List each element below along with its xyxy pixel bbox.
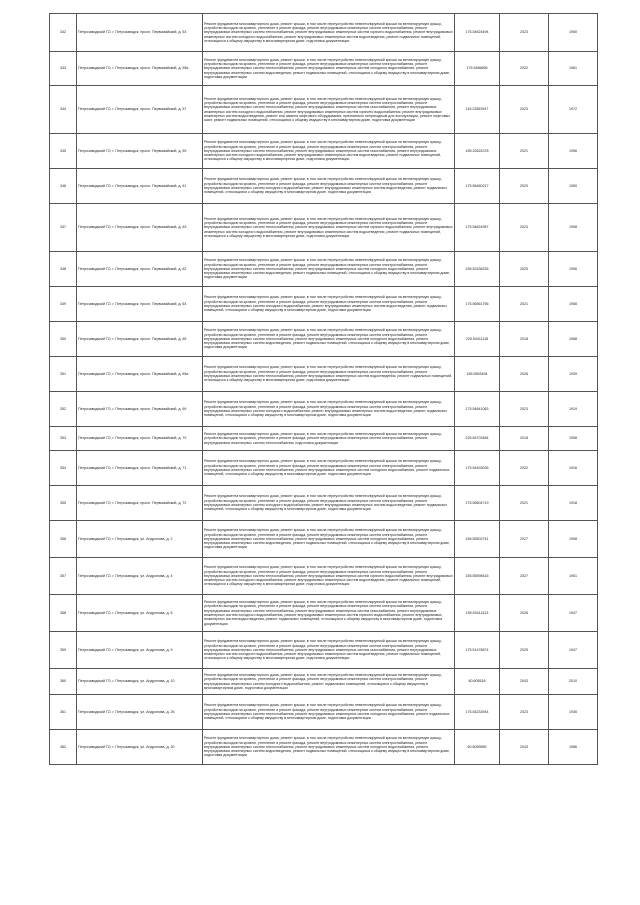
row-works-list: Ремонт фундамента многоквартирного дома, ремонт крыши, в том числе переустройство невентилируемой крыши на вентилируемую крышу, устройство выходов на кровлю, утепление и ремонт фасада, ремонт внутридомовых инженерных систем электроснабжения, ремонт внутридомовых инженерных систем теплоснабжения, ремонт внутридомовых инженерных систем газоснабжения, ремонт внутридомовых инженерных систем холодного водоснабжения, ремонт внутридомовых инженерных систем горячего водоснабжения, ремонт внутридомовых инженерных систем водоотведения, ремонт подвальных помещений, относящихся к общему имуществу в многоквартирном доме, подготовка документации [203, 595, 455, 632]
row-works-list: Ремонт фундамента многоквартирного дома, ремонт крыши, в том числе переустройство невентилируемой крыши на вентилируемую крышу, устройство выходов на кровлю, утепление и ремонт фасада, ремонт внутридомовых инженерных систем электроснабжения, ремонт внутридомовых инженерных систем теплоснабжения, ремонт внутридомовых инженерных систем холодного водоснабжения, ремонт внутридомовых инженерных систем водоотведения, ремонт подвальных помещений, относящихся к общему имуществу в многоквартирном доме, подготовка документации [203, 730, 455, 765]
row-works-list: Ремонт фундамента многоквартирного дома, ремонт крыши, в том числе переустройство невентилируемой крыши на вентилируемую крышу, устройство выходов на кровлю, утепление и ремонт фасада, ремонт внутридомовых инженерных систем электроснабжения, ремонт внутридомовых инженерных систем теплоснабжения, ремонт внутридомовых инженерных систем водоотведения, ремонт подвальных помещений, относящихся к общему имуществу в многоквартирном доме, подготовка документации [203, 357, 455, 392]
row-build-year: 1956 [549, 252, 598, 287]
row-number: 342 [50, 14, 77, 52]
row-planned-year: 2020 [500, 169, 549, 204]
row-planned-year: 2025 [500, 252, 549, 287]
row-value: 155.5553494 [455, 357, 500, 392]
table-row [50, 558, 598, 595]
row-planned-year: 2026 [500, 357, 549, 392]
row-value: 115.22563947 [455, 86, 500, 134]
row-planned-year: 2018 [500, 322, 549, 357]
row-works-list: Ремонт фундамента многоквартирного дома, ремонт крыши, в том числе переустройство невентилируемой крыши на вентилируемую крышу, устройство выходов на кровлю, утепление и ремонт фасада, ремонт внутридомовых инженерных систем электроснабжения, ремонт внутридомовых инженерных систем теплоснабжения, ремонт внутридомовых инженерных систем холодного водоснабжения, ремонт внутридомовых инженерных систем водоотведения, ремонт подвальных помещений, относящихся к общему имуществу в многоквартирном доме, подготовка документации [203, 252, 455, 287]
row-build-year: 2010 [549, 669, 598, 695]
row-number: 343 [50, 52, 77, 86]
row-build-year: 1918 [549, 486, 598, 521]
row-planned-year: 2043 [500, 669, 549, 695]
row-number: 362 [50, 730, 77, 765]
register-table-body [50, 14, 598, 765]
table-row [50, 204, 598, 252]
row-number: 346 [50, 169, 77, 204]
row-number: 344 [50, 86, 77, 134]
row-works-list: Ремонт фундамента многоквартирного дома, ремонт крыши, в том числе переустройство невентилируемой крыши на вентилируемую крышу, устройство выходов на кровлю, утепление и ремонт фасада, ремонт внутридомовых инженерных систем электроснабжения, ремонт внутридомовых инженерных систем теплоснабжения, ремонт внутридомовых инженерных систем холодного водоснабжения, ремонт внутридомовых инженерных систем водоотведения, ремонт подвальных помещений, относящихся к общему имуществу в многоквартирном доме, подготовка документации [203, 52, 455, 86]
row-works-list: Ремонт фундамента многоквартирного дома, ремонт крыши, в том числе переустройство невентилируемой крыши на вентилируемую крышу, устройство выходов на кровлю, утепление и ремонт фасада, ремонт внутридомовых инженерных систем электроснабжения, ремонт внутридомовых инженерных систем теплоснабжения, ремонт внутридомовых инженерных систем холодного водоснабжения, ремонт подвальных помещений, относящихся к общему имуществу в многоквартирном доме, подготовка документации [203, 695, 455, 730]
table-row [50, 86, 598, 134]
row-number: 348 [50, 252, 77, 287]
row-address: Петрозаводский ГО, г. Петрозаводск, просп. Первомайский, д. 65 [77, 322, 203, 357]
row-value: 175.54624987 [455, 204, 500, 252]
table-row [50, 595, 598, 632]
row-address: Петрозаводский ГО, г. Петрозаводск, ул. Андропова, д. 30 [77, 730, 203, 765]
row-planned-year: 2018 [500, 427, 549, 451]
row-value: 155.53414113 [455, 595, 500, 632]
row-build-year: 1951 [549, 558, 598, 595]
row-value: 175.51476874 [455, 632, 500, 669]
row-planned-year: 2043 [500, 730, 549, 765]
row-planned-year: 2027 [500, 521, 549, 558]
table-row [50, 669, 598, 695]
row-address: Петрозаводский ГО, г. Петрозаводск, просп. Первомайский, д. 70 [77, 427, 203, 451]
row-value: 155.52436335 [455, 252, 500, 287]
row-value: 60.605518 [455, 669, 500, 695]
row-build-year: 1936 [549, 695, 598, 730]
row-build-year: 1916 [549, 451, 598, 486]
row-works-list: Ремонт фундамента многоквартирного дома, ремонт крыши, в том числе переустройство невентилируемой крыши на вентилируемую крышу, устройство выходов на кровлю, утепление и ремонт фасада, ремонт внутридомовых инженерных систем электроснабжения, ремонт внутридомовых инженерных систем холодного водоснабжения, ремонт внутридомовых инженерных систем водоотведения, ремонт подвальных помещений, относящихся к общему имуществу в многоквартирном доме, подготовка документации [203, 287, 455, 322]
row-works-list: Ремонт фундамента многоквартирного дома, ремонт крыши, в том числе переустройство невентилируемой крыши на вентилируемую крышу, устройство выходов на кровлю, утепление и ремонт фасада, ремонт внутридомовых инженерных систем электроснабжения, ремонт внутридомовых инженерных систем теплоснабжения, ремонт внутридомовых инженерных систем холодного водоснабжения, ремонт подвальных помещений, относящихся к общему имуществу в многоквартирном доме, подготовка документации [203, 451, 455, 486]
row-build-year: 1958 [549, 427, 598, 451]
row-number: 351 [50, 357, 77, 392]
row-works-list: Ремонт фундамента многоквартирного дома, ремонт крыши, в том числе переустройство невентилируемой крыши на вентилируемую крышу, устройство выходов на кровлю, утепление и ремонт фасада, ремонт внутридомовых инженерных систем электроснабжения, ремонт внутридомовых инженерных систем теплоснабжения, ремонт внутридомовых инженерных систем газоснабжения, ремонт внутридомовых инженерных систем холодного водоснабжения, ремонт внутридомовых инженерных систем водоотведения, ремонт подвальных помещений, относящихся к общему имуществу в многоквартирном доме, подготовка документации [203, 134, 455, 169]
row-value: 175.56460217 [455, 169, 500, 204]
row-works-list: Ремонт фундамента многоквартирного дома, ремонт крыши, в том числе переустройство невентилируемой крыши на вентилируемую крышу, устройство выходов на кровлю, утепление и ремонт фасада, ремонт внутридомовых инженерных систем электроснабжения, ремонт внутридомовых инженерных систем теплоснабжения, ремонт внутридомовых инженерных систем горячего водоснабжения, ремонт внутридомовых инженерных систем холодного водоснабжения, ремонт внутридомовых инженерных систем водоотведения, ремонт подвальных помещений, относящихся к общему имуществу в многоквартирном доме, подготовка документации [203, 558, 455, 595]
row-address: Петрозаводский ГО, г. Петрозаводск, ул. Андропова, д. 6 [77, 595, 203, 632]
row-build-year: 1950 [549, 169, 598, 204]
row-number: 361 [50, 695, 77, 730]
row-planned-year: 2021 [500, 486, 549, 521]
row-build-year: 1950 [549, 14, 598, 52]
row-number: 358 [50, 595, 77, 632]
row-build-year: 1958 [549, 521, 598, 558]
row-build-year: 1986 [549, 730, 598, 765]
row-works-list: Ремонт фундамента многоквартирного дома, ремонт крыши, в том числе переустройство невентилируемой крыши на вентилируемую крышу, устройство выходов на кровлю, утепление и ремонт фасада, ремонт внутридомовых инженерных систем электроснабжения, ремонт внутридомовых инженерных систем холодного водоснабжения, ремонт внутридомовых инженерных систем водоотведения, ремонт подвальных помещений, относящихся к общему имуществу в многоквартирном доме, подготовка документации [203, 392, 455, 427]
row-number: 347 [50, 204, 77, 252]
table-row [50, 52, 598, 86]
table-row [50, 322, 598, 357]
row-value: 155.22624378 [455, 134, 500, 169]
row-build-year: 1972 [549, 86, 598, 134]
row-address: Петрозаводский ГО, г. Петрозаводск, просп. Первомайский, д. 69 [77, 392, 203, 427]
row-address: Петрозаводский ГО, г. Петрозаводск, просп. Первомайский, д. 62 [77, 252, 203, 287]
row-works-list: Ремонт фундамента многоквартирного дома, ремонт крыши, в том числе переустройство невентилируемой крыши на вентилируемую крышу, устройство выходов на кровлю, утепление и ремонт фасада, ремонт внутридомовых инженерных систем электроснабжения, ремонт внутридомовых инженерных систем теплоснабжения, ремонт внутридомовых инженерных систем холодного водоснабжения, ремонт внутридомовых инженерных систем водоотведения, ремонт подвальных помещений, относящихся к общему имуществу в многоквартирном доме, подготовка документации [203, 521, 455, 558]
table-row [50, 392, 598, 427]
row-value: 175.56561756 [455, 287, 500, 322]
row-value: 175.54624494 [455, 14, 500, 52]
row-build-year: 1947 [549, 595, 598, 632]
row-number: 352 [50, 392, 77, 427]
row-build-year: 1919 [549, 392, 598, 427]
table-row [50, 427, 598, 451]
row-works-list: Ремонт фундамента многоквартирного дома, ремонт крыши, в том числе переустройство невентилируемой крыши на вентилируемую крышу, устройство выходов на кровлю, утепление и ремонт фасада, ремонт внутридомовых инженерных систем электроснабжения, ремонт внутридомовых инженерных систем теплоснабжения, ремонт внутридомовых инженерных систем газоснабжения, ремонт внутридомовых инженерных систем холодного водоснабжения, ремонт внутридомовых инженерных систем водоотведения, ремонт подвальных помещений, относящихся к общему имуществу в многоквартирном доме, подготовка документации [203, 632, 455, 669]
row-number: 360 [50, 669, 77, 695]
row-address: Петрозаводский ГО, г. Петрозаводск, просп. Первомайский, д. 71 [77, 451, 203, 486]
row-number: 349 [50, 287, 77, 322]
row-address: Петрозаводский ГО, г. Петрозаводск, просп. Первомайский, д. 65а [77, 357, 203, 392]
row-address: Петрозаводский ГО, г. Петрозаводск, просп. Первомайский, д. 72 [77, 486, 203, 521]
row-number: 354 [50, 451, 77, 486]
row-planned-year: 2023 [500, 14, 549, 52]
capital-repair-register-table [49, 13, 598, 765]
table-row [50, 632, 598, 669]
row-value: 60.6059589 [455, 730, 500, 765]
row-build-year: 1961 [549, 52, 598, 86]
row-value: 175.54641063 [455, 392, 500, 427]
row-works-list: Ремонт фундамента многоквартирного дома, ремонт крыши, в том числе переустройство невентилируемой крыши на вентилируемую крышу, устройство выходов на кровлю, утепление и ремонт фасада, ремонт внутридомовых инженерных систем электроснабжения, ремонт внутридомовых инженерных систем теплоснабжения, ремонт внутридомовых инженерных систем горячего водоснабжения, ремонт внутридомовых инженерных систем холодного водоснабжения, ремонт внутридомовых инженерных систем водоотведения, ремонт подвальных помещений, относящихся к общему имуществу в многоквартирном доме, подготовка документации [203, 204, 455, 252]
row-number: 357 [50, 558, 77, 595]
table-row [50, 695, 598, 730]
row-works-list: Ремонт фундамента многоквартирного дома, ремонт крыши, в том числе переустройство невентилируемой крыши на вентилируемую крышу, устройство выходов на кровлю, утепление и ремонт фасада, ремонт внутридомовых инженерных систем электроснабжения, ремонт внутридомовых инженерных систем теплоснабжения, подготовка документации [203, 427, 455, 451]
row-planned-year: 2022 [500, 451, 549, 486]
row-planned-year: 2027 [500, 558, 549, 595]
row-number: 356 [50, 521, 77, 558]
row-works-list: Ремонт фундамента многоквартирного дома, ремонт крыши, в том числе переустройство невентилируемой крыши на вентилируемую крышу, устройство выходов на кровлю, утепление и ремонт фасада, ремонт внутридомовых инженерных систем электроснабжения, ремонт внутридомовых инженерных систем холодного водоснабжения, ремонт внутридомовых инженерных систем водоотведения, ремонт подвальных помещений, относящихся к общему имуществу в многоквартирном доме, подготовка документации [203, 486, 455, 521]
row-planned-year: 2025 [500, 632, 549, 669]
row-number: 350 [50, 322, 77, 357]
row-build-year: 1968 [549, 322, 598, 357]
row-value: 225.54411118 [455, 322, 500, 357]
row-works-list: Ремонт фундамента многоквартирного дома, ремонт крыши, в том числе переустройство невентилируемой крыши на вентилируемую крышу, устройство выходов на кровлю, утепление и ремонт фасада, ремонт внутридомовых инженерных систем электроснабжения, ремонт внутридомовых инженерных систем теплоснабжения, ремонт внутридомовых инженерных систем холодного водоснабжения, ремонт внутридомовых инженерных систем водоотведения, ремонт подвальных помещений, относящихся к общему имуществу в многоквартирном доме, подготовка документации [203, 322, 455, 357]
table-row [50, 521, 598, 558]
row-build-year: 1947 [549, 632, 598, 669]
row-planned-year: 2023 [500, 86, 549, 134]
row-number: 355 [50, 486, 77, 521]
table-row [50, 14, 598, 52]
table-row [50, 486, 598, 521]
row-value: 155.55502741 [455, 521, 500, 558]
row-build-year: 1958 [549, 204, 598, 252]
row-address: Петрозаводский ГО, г. Петрозаводск, просп. Первомайский, д. 57 [77, 86, 203, 134]
row-planned-year: 2022 [500, 52, 549, 86]
row-number: 345 [50, 134, 77, 169]
table-row [50, 357, 598, 392]
row-number: 359 [50, 632, 77, 669]
row-value: 225.54703484 [455, 427, 500, 451]
row-address: Петрозаводский ГО, г. Петрозаводск, просп. Первомайский, д. 64 [77, 287, 203, 322]
table-row [50, 134, 598, 169]
table-row [50, 252, 598, 287]
row-works-list: Ремонт фундамента многоквартирного дома, ремонт крыши, в том числе переустройство невентилируемой крыши на вентилируемую крышу, устройство выходов на кровлю, утепление и ремонт фасада, ремонт внутридомовых инженерных систем электроснабжения, ремонт внутридомовых инженерных систем холодного водоснабжения, ремонт внутридомовых инженерных систем водоотведения, ремонт подвальных помещений, относящихся к общему имуществу в многоквартирном доме, подготовка документации [203, 169, 455, 204]
row-address: Петрозаводский ГО, г. Петрозаводск, ул. Андропова, д. 26 [77, 695, 203, 730]
row-value: 155.55598416 [455, 558, 500, 595]
row-value: 175.54233944 [455, 695, 500, 730]
row-address: Петрозаводский ГО, г. Петрозаводск, просп. Первомайский, д. 59 [77, 134, 203, 169]
row-value: 175.55604719 [455, 486, 500, 521]
row-planned-year: 2023 [500, 695, 549, 730]
row-address: Петрозаводский ГО, г. Петрозаводск, ул. Андропова, д. 10 [77, 669, 203, 695]
row-address: Петрозаводский ГО, г. Петрозаводск, просп. Первомайский, д. 53 [77, 14, 203, 52]
row-planned-year: 2021 [500, 287, 549, 322]
row-address: Петрозаводский ГО, г. Петрозаводск, просп. Первомайский, д. 55а [77, 52, 203, 86]
row-planned-year: 2021 [500, 134, 549, 169]
row-address: Петрозаводский ГО, г. Петрозаводск, ул. Андропова, д. 4 [77, 558, 203, 595]
row-address: Петрозаводский ГО, г. Петрозаводск, ул. Андропова, д. 2 [77, 521, 203, 558]
table-row [50, 730, 598, 765]
row-planned-year: 2023 [500, 204, 549, 252]
row-planned-year: 2026 [500, 595, 549, 632]
row-address: Петрозаводский ГО, г. Петрозаводск, просп. Первомайский, д. 61 [77, 169, 203, 204]
row-build-year: 1956 [549, 134, 598, 169]
table-row [50, 451, 598, 486]
table-row [50, 169, 598, 204]
row-planned-year: 2023 [500, 392, 549, 427]
row-build-year: 1939 [549, 357, 598, 392]
row-number: 353 [50, 427, 77, 451]
row-value: 175.54493035 [455, 451, 500, 486]
row-address: Петрозаводский ГО, г. Петрозаводск, ул. Андропова, д. 9 [77, 632, 203, 669]
row-address: Петрозаводский ГО, г. Петрозаводск, просп. Первомайский, д. 63 [77, 204, 203, 252]
table-row [50, 287, 598, 322]
row-works-list: Ремонт фундамента многоквартирного дома, ремонт крыши, в том числе переустройство невентилируемой крыши на вентилируемую крышу, устройство выходов на кровлю, утепление и ремонт фасада, ремонт внутридомовых инженерных систем электроснабжения, ремонт внутридомовых инженерных систем холодного водоснабжения, ремонт подвальных помещений, относящихся к общему имуществу в многоквартирном доме, подготовка документации [203, 669, 455, 695]
row-works-list: Ремонт фундамента многоквартирного дома, ремонт крыши, в том числе переустройство невентилируемой крыши на вентилируемую крышу, устройство выходов на кровлю, утепление и ремонт фасада, ремонт внутридомовых инженерных систем электроснабжения, ремонт внутридомовых инженерных систем теплоснабжения, ремонт внутридомовых инженерных систем горячего водоснабжения, ремонт внутридомовых инженерных систем холодного водоснабжения, ремонт внутридомовых инженерных систем водоотведения, ремонт подвальных помещений, относящихся к общему имуществу в многоквартирном доме, подготовка документации [203, 14, 455, 52]
row-build-year: 1958 [549, 287, 598, 322]
row-value: 175.5486896 [455, 52, 500, 86]
row-works-list: Ремонт фундамента многоквартирного дома, ремонт крыши, в том числе переустройство невентилируемой крыши на вентилируемую крышу, устройство выходов на кровлю, утепление и ремонт фасада, ремонт внутридомовых инженерных систем электроснабжения, ремонт внутридомовых инженерных систем теплоснабжения, ремонт внутридомовых инженерных систем газоснабжения, ремонт внутридомовых инженерных систем холодного водоснабжения, ремонт внутридомовых инженерных систем горячего водоснабжения, ремонт внутридомовых инженерных систем водоотведения, ремонт или замена лифтового оборудования, признанного непригодным для эксплуатации, ремонт лифтовых шахт, ремонт подвальных помещений, относящихся к общему имуществу в многоквартирном доме, подготовка документации [203, 86, 455, 134]
